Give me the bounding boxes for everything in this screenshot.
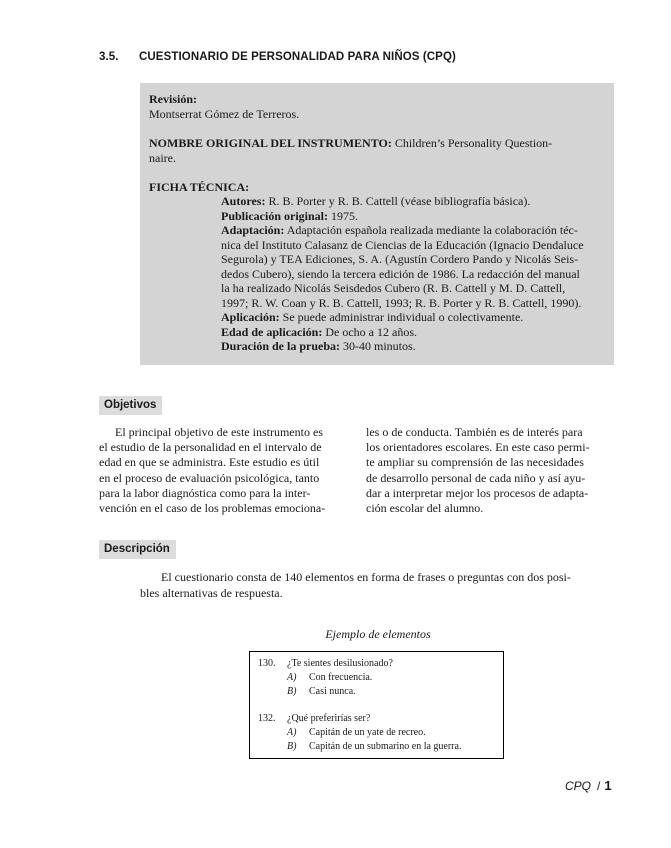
ficha-label: FICHA TÉCNICA:: [149, 180, 250, 194]
option-letter: B): [287, 686, 297, 697]
paragraph-line: te ampliar su comprensión de las necesidades: [366, 455, 584, 470]
option-letter: B): [287, 741, 297, 752]
option-text: Capitán de un submarino en la guerra.: [309, 741, 462, 752]
paragraph-line: bles alternativas de respuesta.: [140, 586, 283, 600]
publicacion-value: 1975.: [331, 208, 359, 223]
adaptacion-line: dedos Cubero), siendo la tercera edición de 1986. La redacción del manual: [221, 266, 580, 281]
item-option: [287, 726, 426, 739]
option-text: Con frecuencia.: [309, 672, 373, 683]
publicacion-label: Publicación original:: [221, 208, 329, 223]
adaptacion-row: [221, 223, 611, 238]
adaptacion-line: la ha realizado Nicolás Seisdedos Cubero (R. B. Cattell y M. D. Cattell,: [221, 281, 566, 295]
adaptacion-line: Adaptación española realizada mediante la colaboración téc-: [286, 223, 578, 237]
original-name: [149, 136, 609, 151]
original-name-value-cont: naire.: [149, 151, 176, 165]
item-number: 132.: [258, 713, 276, 724]
duracion-value: 30-40 minutos.: [343, 339, 416, 353]
original-name-label: NOMBRE ORIGINAL DEL INSTRUMENTO:: [149, 136, 392, 150]
autores-label: Autores:: [221, 194, 266, 208]
paragraph-line: en el proceso de evaluación psicológica, tanto: [99, 470, 320, 485]
aplicacion-row: [221, 310, 523, 325]
edad-value: De ocho a 12 años.: [325, 324, 417, 339]
footer-code: CPQ: [565, 779, 592, 793]
option-letter: A): [287, 727, 297, 738]
adaptacion-line: nica del Instituto Calasanz de Ciencias de la Educación (Ignacio Dendaluce: [221, 237, 584, 252]
edad-row: [221, 325, 417, 340]
item-question: ¿Qué preferirías ser?: [287, 713, 371, 724]
paragraph-line: El principal objetivo de este instrumento es: [115, 425, 323, 439]
option-text: Capitán de un yate de recreo.: [309, 727, 426, 738]
page-footer: [565, 778, 612, 793]
section-title: CUESTIONARIO DE PERSONALIDAD PARA NIÑOS (CPQ): [139, 51, 456, 63]
paragraph-line: para la labor diagnóstica como para la inter-: [99, 485, 311, 500]
option-letter: A): [287, 672, 297, 683]
item-number: 130.: [258, 658, 276, 669]
revision-label: Revisión:: [149, 92, 197, 106]
option-text: Casi nunca.: [309, 686, 356, 697]
technical-info-box: [140, 83, 614, 365]
section-heading: [99, 51, 456, 63]
paragraph-line: vención en el caso de los problemas emociona-: [99, 501, 326, 516]
example-caption: Ejemplo de elementos: [325, 627, 431, 641]
aplicacion-value: Se puede administrar individual o colectivamente.: [282, 310, 524, 324]
item-option: [287, 671, 372, 684]
adaptacion-label: Adaptación:: [221, 223, 285, 237]
objetivos-heading: Objetivos: [99, 396, 162, 415]
autores-value: R. B. Porter y R. B. Cattell (véase bibliografía básica).: [268, 194, 531, 208]
paragraph-line: los orientadores escolares. En este caso permi-: [366, 440, 590, 455]
item-question: ¿Te sientes desilusionado?: [287, 658, 393, 669]
duracion-row: [221, 339, 416, 354]
paragraph-line: el estudio de la personalidad en el intervalo de: [99, 440, 322, 455]
adaptacion-line: Segurola) y TEA Ediciones, S. A. (Agustín Cordero Pando y Nicolás Seis-: [221, 252, 579, 266]
original-name-value: Children’s Personality Question-: [394, 136, 553, 150]
paragraph-line: ción escolar del alumno.: [366, 501, 484, 516]
duracion-label: Duración de la prueba:: [221, 339, 341, 353]
adaptacion-line: 1997; R. W. Coan y R. B. Cattell, 1993; R. B. Porter y R. B. Cattell, 1990).: [221, 295, 582, 310]
descripcion-heading: Descripción: [99, 540, 176, 559]
aplicacion-label: Aplicación:: [221, 310, 280, 324]
objetivos-right-column: [366, 425, 615, 516]
item-option: [287, 685, 356, 698]
example-box: [249, 651, 504, 759]
footer-separator: /: [597, 779, 601, 793]
page-number: 1: [604, 778, 612, 793]
section-number: 3.5.: [99, 51, 119, 63]
objetivos-left-column: [99, 425, 348, 516]
descripcion-text: [140, 569, 614, 601]
revision-value: Montserrat Gómez de Terreros.: [149, 107, 300, 121]
paragraph-line: de desarrollo personal de cada niño y así ayu-: [366, 470, 586, 485]
paragraph-line: les o de conducta. También es de interés para: [366, 425, 583, 439]
paragraph-line: edad en que se administra. Este estudio es útil: [99, 455, 320, 470]
autores-row: [221, 194, 611, 209]
item-option: [287, 740, 461, 753]
edad-label: Edad de aplicación:: [221, 324, 323, 339]
paragraph-line: El cuestionario consta de 140 elementos en forma de frases o preguntas con dos posi-: [161, 570, 571, 584]
publicacion-row: [221, 209, 358, 224]
paragraph-line: dar a interpretar mejor los procesos de adapta-: [366, 485, 589, 500]
